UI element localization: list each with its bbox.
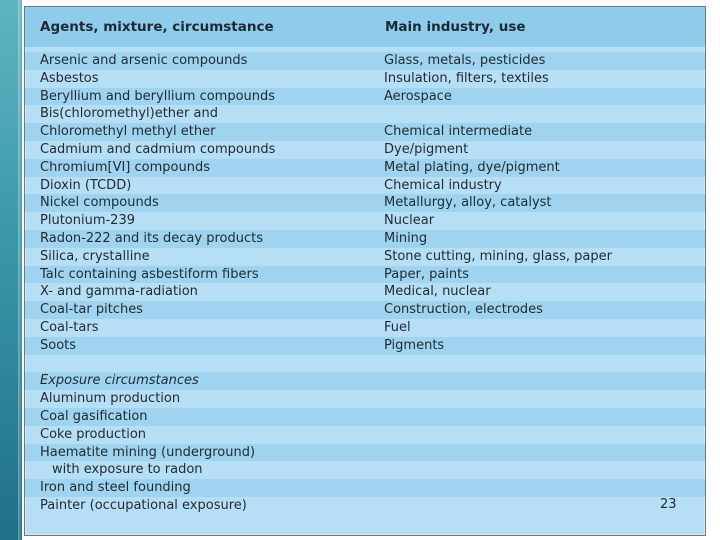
agent-cell: Haematite mining (underground) [40,444,256,460]
industry-cell: Dye/pigment [384,141,469,157]
agent-cell: Beryllium and beryllium compounds [40,88,276,104]
table-row [25,301,705,319]
agent-cell: Asbestos [40,70,99,86]
agent-cell: Iron and steel founding [40,480,191,496]
industry-cell: Paper, paints [384,266,470,282]
agent-cell: Cadmium and cadmium compounds [40,141,276,157]
industry-cell: Chemical intermediate [384,124,533,140]
table-row-spacer [25,355,705,373]
table-row [25,248,705,266]
table-row [25,194,705,212]
table-row [25,444,705,462]
table-row [25,337,705,355]
industry-cell: Construction, electrodes [384,302,543,318]
agent-cell: Soots [40,337,77,353]
agent-cell: Coke production [40,426,147,442]
agent-cell: Arsenic and arsenic compounds [40,53,248,68]
carcinogen-table [24,6,706,536]
industry-cell: Fuel [384,319,411,335]
table-row [25,177,705,195]
section-heading-row [25,372,705,390]
table-row [25,141,705,159]
section-heading-exposure: Exposure circumstances [40,373,199,389]
industry-cell: Insulation, filters, textiles [384,70,549,86]
industry-cell: Medical, nuclear [384,284,491,300]
table-row [25,70,705,88]
table-row [25,159,705,177]
table-row [25,105,705,123]
table-row [25,283,705,301]
agent-cell: Painter (occupational exposure) [40,497,247,513]
industry-cell: Chemical industry [384,177,502,193]
agent-cell: Dioxin (TCDD) [40,177,132,193]
table-row [25,212,705,230]
table-row [25,266,705,284]
agent-cell: Silica, crystalline [40,248,150,264]
agent-cell: Talc containing asbestiform fibers [40,266,259,282]
table-row [25,123,705,141]
agent-cell: Radon-222 and its decay products [40,230,263,246]
agent-cell: Aluminum production [40,391,181,407]
industry-cell: Nuclear [384,213,435,229]
agent-cell: Coal-tar pitches [40,302,143,318]
agent-cell: Nickel compounds [40,195,159,211]
agent-cell-continuation: with exposure to radon [52,462,203,478]
table-row [25,390,705,408]
agent-cell: Chloromethyl methyl ether [40,124,216,140]
agent-cell: Plutonium-239 [40,213,135,229]
left-decorative-stripe [0,0,22,540]
table-row [25,230,705,248]
table-row [25,497,705,515]
agent-cell: Coal gasification [40,408,148,424]
industry-cell: Stone cutting, mining, glass, paper [384,248,612,264]
page-number: 23 [660,497,677,512]
header-industry: Main industry, use [385,19,526,35]
industry-cell: Metal plating, dye/pigment [384,159,560,175]
table-row [25,52,705,70]
table-row [25,479,705,497]
industry-cell: Pigments [384,337,445,353]
table-row [25,426,705,444]
agent-cell: Coal-tars [40,319,99,335]
industry-cell: Metallurgy, alloy, catalyst [384,195,552,211]
table-row [25,319,705,337]
industry-cell: Mining [384,230,428,246]
table-row [25,88,705,106]
agent-cell: Bis(chloromethyl)ether and [40,106,218,122]
table-row [25,461,705,479]
header-agents: Agents, mixture, circumstance [40,19,274,35]
table-row [25,408,705,426]
agent-cell: X- and gamma-radiation [40,284,198,300]
agent-cell: Chromium[VI] compounds [40,159,210,175]
table-body [25,52,705,515]
table-header [25,7,705,47]
industry-cell: Aerospace [384,88,452,104]
industry-cell: Glass, metals, pesticides [384,53,546,68]
